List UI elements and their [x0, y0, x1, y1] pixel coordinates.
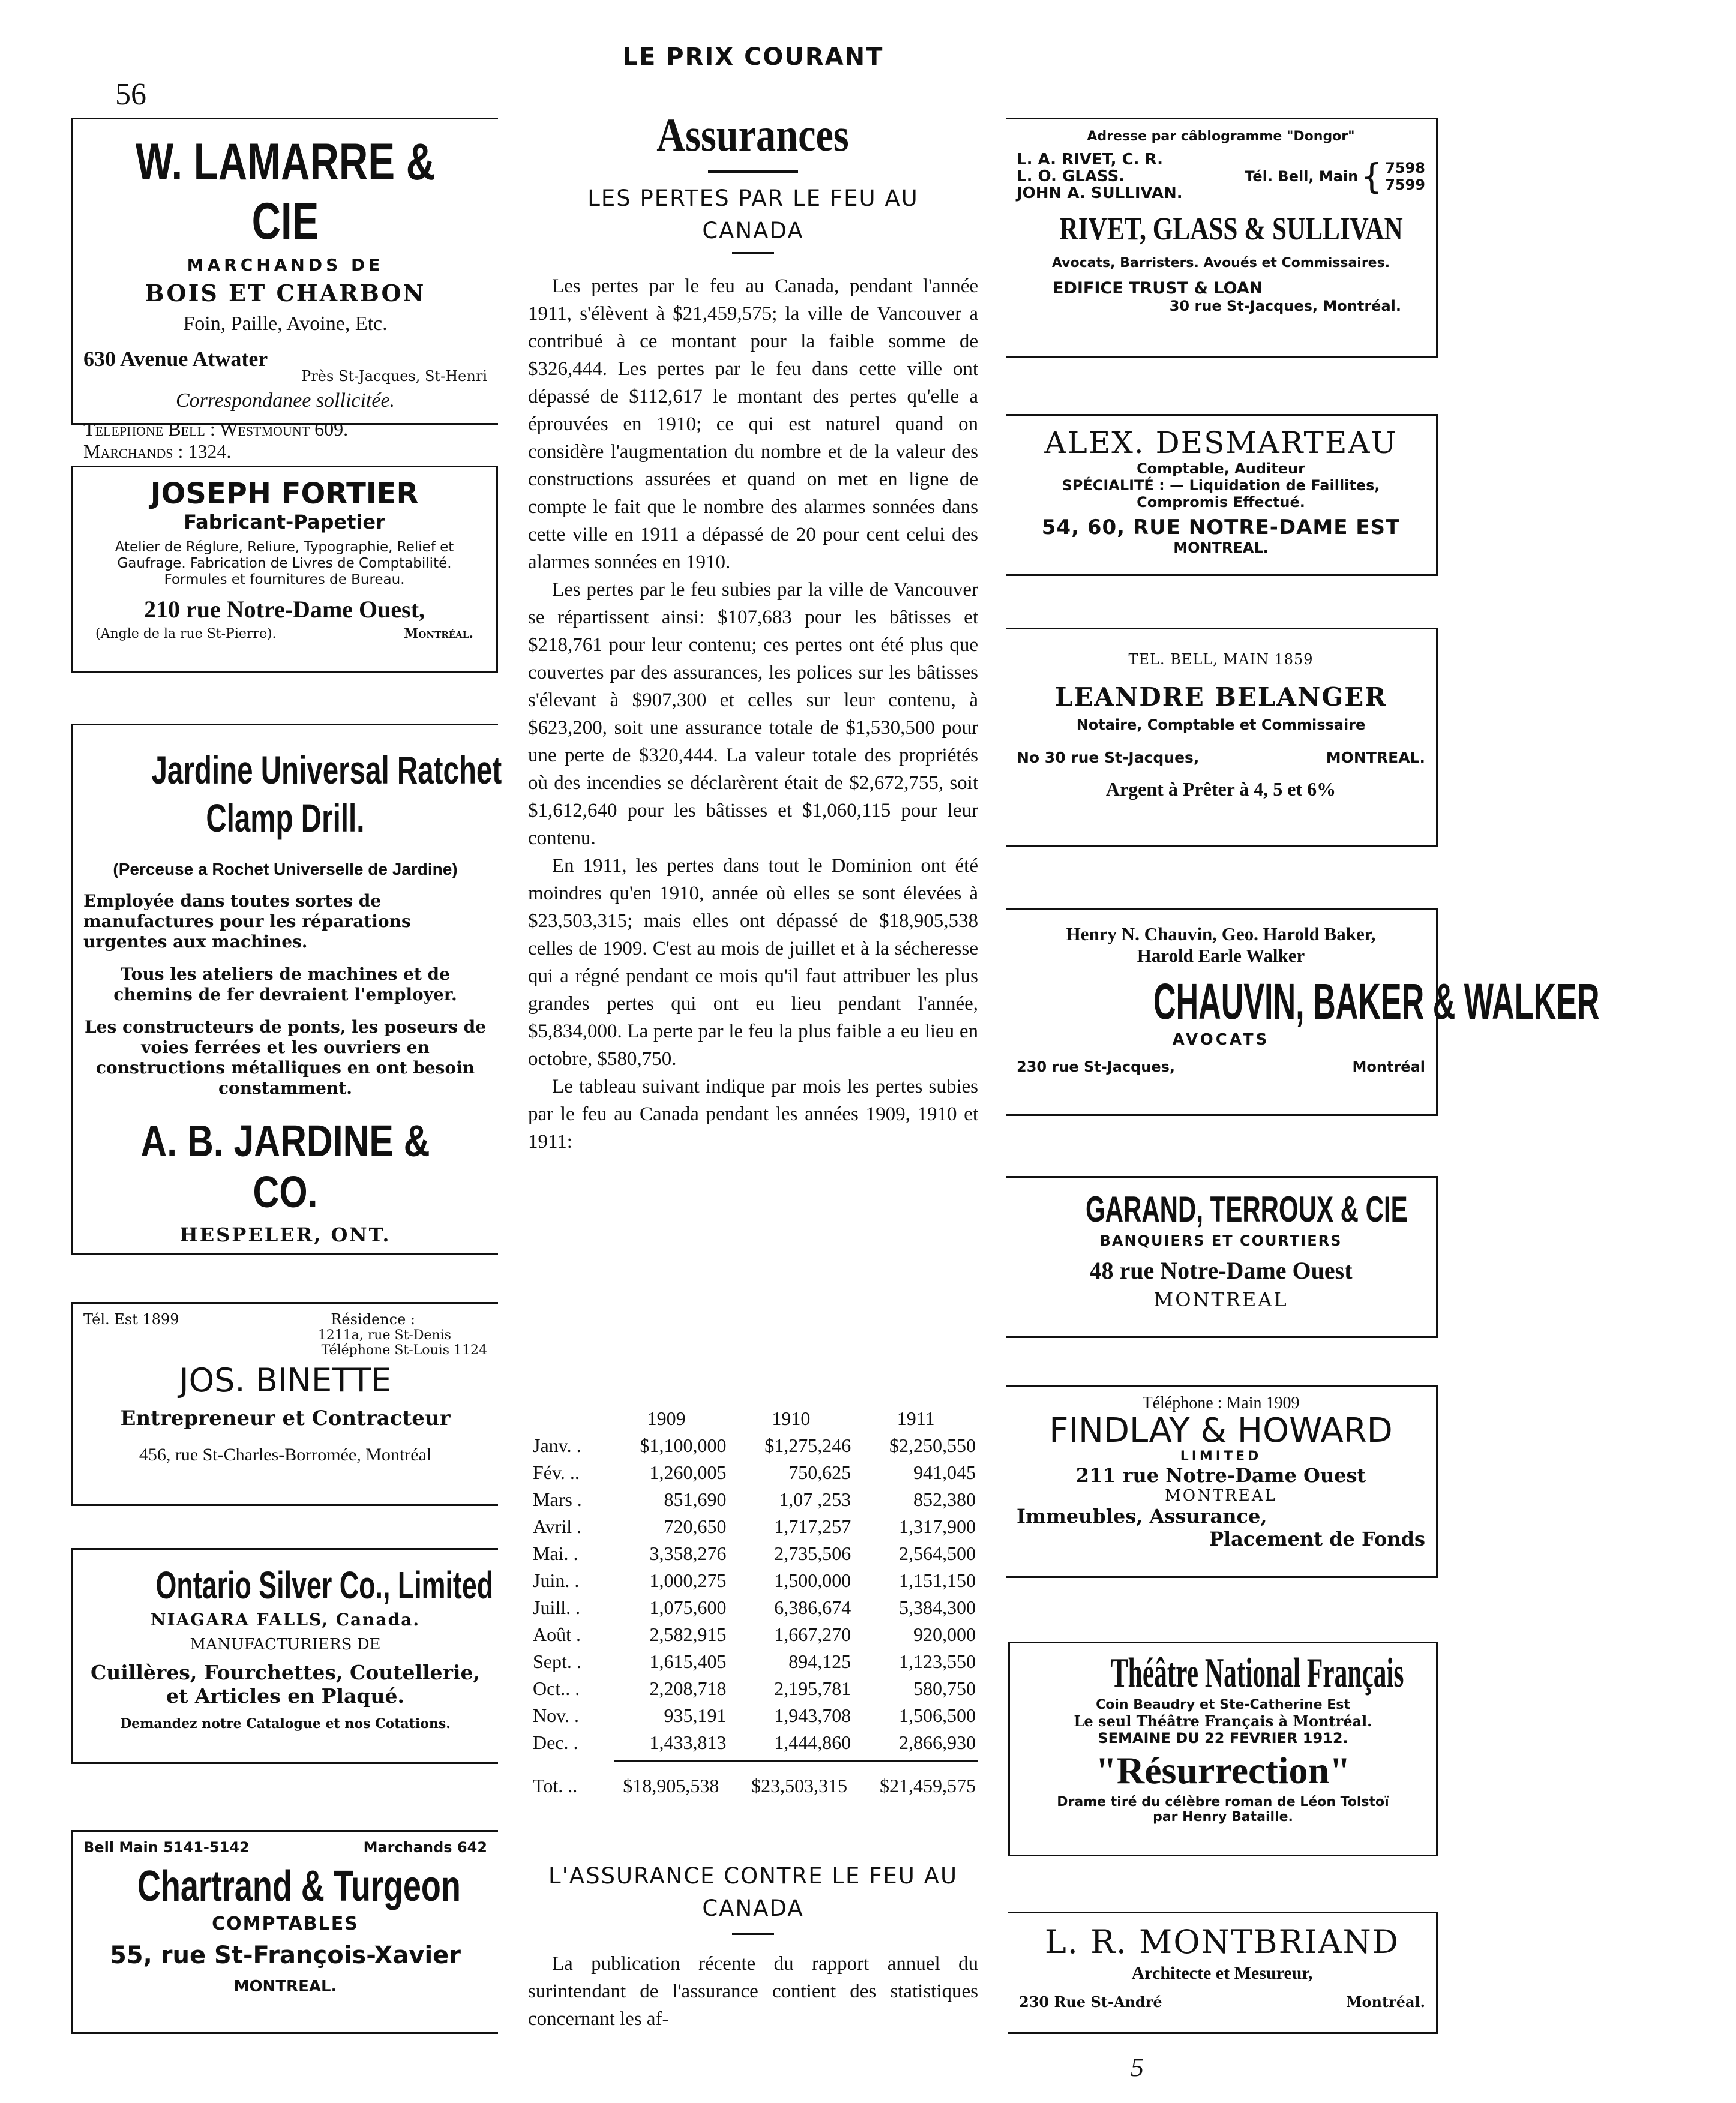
fortier-city: Montréal. — [403, 626, 473, 641]
rivet-tel: Tél. Bell, Main — [1245, 168, 1359, 185]
ad-chartrand — [71, 1830, 498, 2034]
rivet-titles: Avocats, Barristers. Avoués et Commissaires. — [1051, 256, 1390, 271]
page-number: 56 — [115, 77, 146, 112]
cell-1910: 1,500,000 — [774, 1570, 851, 1591]
fire-loss-table — [530, 1405, 978, 1799]
table-row — [530, 1648, 978, 1675]
total-1911: $21,459,575 — [880, 1775, 976, 1796]
section-heading: Assurances — [656, 109, 850, 161]
month-cell: Juin. . — [533, 1570, 580, 1591]
cell-1911: 580,750 — [913, 1678, 976, 1699]
table-row — [530, 1459, 978, 1486]
jardine-p3: Les constructeurs de ponts, les poseurs de voies ferrées et les ouvriers en constructions métalliques en ont besoin constamment. — [84, 1017, 487, 1098]
ad-ontario-silver — [71, 1548, 498, 1764]
table-row — [530, 1540, 978, 1567]
jardine-p2: Tous les ateliers de machines et de chemins de fer devraient l'employer. — [113, 964, 457, 1004]
binette-name: JOS. BINETTE — [179, 1361, 392, 1399]
month-cell: Avril . — [533, 1516, 582, 1537]
belanger-name: LEANDRE BELANGER — [1054, 682, 1387, 712]
binette-res-addr: 1211a, rue St-Denis — [317, 1328, 451, 1343]
cell-1910: 2,195,781 — [774, 1678, 851, 1699]
month-cell: Août . — [533, 1624, 581, 1645]
theatre-desc2: par Henry Bataille. — [1153, 1810, 1293, 1825]
brace: { — [1360, 156, 1383, 197]
chartrand-city: MONTREAL. — [233, 1978, 337, 1996]
fortier-title: Fabricant-Papetier — [184, 511, 385, 533]
cell-1911: 1,151,150 — [899, 1570, 976, 1591]
jardine-p1: Employée dans toutes sortes de manufactures pour les réparations urgentes aux machines. — [83, 891, 411, 952]
cell-1911: 852,380 — [913, 1489, 976, 1510]
theatre-play: "Résurrection" — [1095, 1749, 1351, 1792]
ontario-line2: Cuillères, Fourchettes, Coutellerie, — [91, 1661, 480, 1684]
month-cell: Nov. . — [533, 1705, 580, 1726]
month-cell: Sept. . — [533, 1651, 581, 1672]
cell-1911: 1,123,550 — [899, 1651, 976, 1672]
table-row — [530, 1702, 978, 1729]
cell-1909: 851,690 — [664, 1489, 727, 1510]
jardine-title1: Jardine Universal Ratchet — [151, 748, 502, 792]
subheading-fire-losses: LES PERTES PAR LE FEU AU CANADA — [587, 185, 919, 244]
belanger-loan: Argent à Prêter à 4, 5 et 6% — [1105, 778, 1336, 800]
rivet-cable: Adresse par câblogramme "Dongor" — [1087, 129, 1355, 144]
table-row — [530, 1513, 978, 1540]
binette-tel: Tél. Est 1899 — [83, 1311, 179, 1328]
montbriand-city: Montréal. — [1345, 1993, 1425, 2011]
lamarre-line3: Foin, Paille, Avoine, Etc. — [183, 313, 388, 335]
lamarre-tel: Telephone Bell : Westmount 609. — [83, 418, 349, 440]
lamarre-address: 630 Avenue Atwater — [83, 347, 268, 371]
paragraph: Les pertes par le feu subies par la ville de Vancouver se répartissent ainsi: $107,683 pour les bâtisses et $218,761 pour leur contenu; ces pertes ont été plus que couvertes par des assurances, les polices sur les bâtisses s'élevant à $907,300 et celles sur leur contenu, à $623,200, soit une assurance totale de $1,530,500 pour une perte de $320,444. La valeur totale des propriétés où des incendies se déclarèrent était de $2,672,755, soit $1,612,640 pour les bâtisses et $1,060,115 pour leur contenu. — [528, 579, 978, 849]
fortier-desc: Atelier de Réglure, Reliure, Typographie, Relief et Gaufrage. Fabrication de Livres de Comptabilité. Formules et fournitures de Bureau. — [115, 539, 454, 587]
desmarteau-city: MONTREAL. — [1173, 539, 1269, 556]
jardine-sub: (Perceuse a Rochet Universelle de Jardine) — [113, 860, 458, 878]
desmarteau-name: ALEX. DESMARTEAU — [1044, 425, 1398, 460]
theatre-name: Théâtre National Français — [1110, 1650, 1404, 1696]
chauvin-title: AVOCATS — [1172, 1031, 1270, 1049]
total-1909: $18,905,538 — [623, 1775, 719, 1796]
rivet-partner: L. O. GLASS. — [1017, 167, 1125, 185]
year-header: 1911 — [897, 1408, 935, 1429]
lamarre-name: W. LAMARRE & CIE — [135, 133, 436, 250]
table-total-row — [530, 1772, 978, 1799]
montbriand-address: 230 Rue St-André — [1019, 1993, 1162, 2011]
jardine-city: HESPELER, ONT. — [179, 1223, 391, 1246]
ad-chauvin-baker-walker — [1006, 908, 1600, 1116]
montbriand-title: Architecte et Mesureur, — [1131, 1963, 1313, 1983]
findlay-name: FINDLAY & HOWARD — [1049, 1411, 1393, 1450]
table-row — [530, 1621, 978, 1648]
footer-mark: 5 — [1131, 2053, 1144, 2082]
rivet-address: 30 rue St-Jacques, Montréal. — [1169, 298, 1401, 314]
theatre-seul: Le seul Théâtre Français à Montréal. — [1074, 1712, 1372, 1730]
paragraph: La publication récente du rapport annuel du surintendant de l'assurance contient des statistiques concernant les af- — [528, 1953, 978, 2030]
binette-res-tel: Téléphone St-Louis 1124 — [321, 1343, 487, 1358]
ontario-line1: MANUFACTURIERS DE — [190, 1636, 381, 1654]
ad-jardine — [71, 724, 502, 1255]
cell-1909: 1,615,405 — [649, 1651, 727, 1672]
year-header: 1910 — [772, 1408, 811, 1429]
cell-1909: 1,000,275 — [649, 1570, 727, 1591]
ontario-line4: Demandez notre Catalogue et nos Cotations. — [120, 1716, 451, 1732]
subheading-rule — [732, 1933, 774, 1935]
fortier-corner: (Angle de la rue St-Pierre). — [95, 626, 277, 641]
chauvin-name: CHAUVIN, BAKER & WALKER — [1153, 973, 1600, 1030]
chauvin-city: Montréal — [1352, 1058, 1425, 1075]
cell-1910: 894,125 — [788, 1651, 851, 1672]
garand-name: GARAND, TERROUX & CIE — [1086, 1189, 1408, 1229]
cell-1909: 1,260,005 — [649, 1462, 727, 1483]
findlay-line1: Immeubles, Assurance, — [1017, 1505, 1267, 1528]
cell-1910: 2,735,506 — [774, 1543, 851, 1564]
findlay-city: MONTREAL — [1165, 1487, 1277, 1505]
heading-rule — [708, 170, 798, 173]
cell-1910: 1,444,860 — [774, 1732, 851, 1753]
binette-title: Entrepreneur et Contracteur — [120, 1406, 451, 1430]
total-label: Tot. .. — [533, 1775, 578, 1796]
fortier-name: JOSEPH FORTIER — [150, 477, 419, 511]
chauvin-address: 230 rue St-Jacques, — [1017, 1058, 1176, 1075]
month-cell: Mars . — [533, 1489, 582, 1510]
lamarre-line2: BOIS ET CHARBON — [145, 280, 426, 307]
ontario-line3: et Articles en Plaqué. — [166, 1684, 404, 1708]
findlay-line2: Placement de Fonds — [1209, 1528, 1425, 1550]
theatre-corner: Coin Beaudry et Ste-Catherine Est — [1096, 1697, 1350, 1712]
ad-rivet-glass-sullivan — [1006, 118, 1438, 358]
binette-res-label: Résidence : — [331, 1311, 415, 1328]
belanger-address: No 30 rue St-Jacques, — [1017, 749, 1200, 766]
rivet-bldg: EDIFICE TRUST & LOAN — [1053, 279, 1263, 298]
cell-1910: 1,07 ,253 — [779, 1489, 851, 1510]
cell-1909: 720,650 — [664, 1516, 727, 1537]
cell-1910: 1,943,708 — [774, 1705, 851, 1726]
ad-fortier — [71, 466, 498, 673]
ad-belanger — [1006, 628, 1438, 847]
belanger-city: MONTREAL. — [1326, 749, 1425, 766]
page-title: LE PRIX COURANT — [622, 43, 884, 71]
cell-1910: 1,667,270 — [774, 1624, 851, 1645]
theatre-desc1: Drame tiré du célèbre roman de Léon Tolstoï — [1057, 1795, 1389, 1810]
ad-montbriand — [1008, 1912, 1438, 2034]
year-header: 1909 — [647, 1408, 686, 1429]
jardine-title2: Clamp Drill. — [206, 796, 365, 840]
chartrand-address: 55, rue St-François-Xavier — [109, 1942, 461, 1969]
belanger-tel: TEL. BELL, MAIN 1859 — [1128, 651, 1314, 668]
cell-1910: 750,625 — [788, 1462, 851, 1483]
article-body — [528, 272, 978, 1156]
rivet-partner: JOHN A. SULLIVAN. — [1017, 184, 1183, 202]
cell-1909: 3,358,276 — [649, 1543, 727, 1564]
garand-city: MONTREAL — [1153, 1288, 1288, 1311]
month-cell: Fév. .. — [533, 1462, 580, 1483]
cell-1911: 941,045 — [913, 1462, 976, 1483]
rivet-num: 7598 — [1385, 160, 1425, 176]
table-row — [530, 1567, 978, 1594]
chartrand-march: Marchands 642 — [363, 1839, 487, 1856]
lamarre-near: Près St-Jacques, St-Henri — [301, 368, 487, 385]
table-row — [530, 1729, 978, 1756]
garand-title: BANQUIERS ET COURTIERS — [1099, 1232, 1342, 1249]
cell-1911: 2,564,500 — [899, 1543, 976, 1564]
ad-garand-terroux — [1006, 1176, 1438, 1338]
fortier-address: 210 rue Notre-Dame Ouest, — [143, 596, 425, 623]
month-cell: Mai. . — [533, 1543, 578, 1564]
desmarteau-address: 54, 60, RUE NOTRE-DAME EST — [1041, 515, 1401, 539]
subheading-fire-insurance: L'ASSURANCE CONTRE LE FEU AU CANADA — [548, 1863, 958, 1921]
cell-1911: 1,506,500 — [899, 1705, 976, 1726]
cell-1911: 920,000 — [913, 1624, 976, 1645]
month-cell: Dec. . — [533, 1732, 578, 1753]
lamarre-line1: MARCHANDS DE — [187, 255, 384, 275]
theatre-week: SEMAINE DU 22 FEVRIER 1912. — [1098, 1730, 1348, 1747]
paragraph: En 1911, les pertes dans tout le Dominion ont été moindres qu'en 1910, année où elles se sont élevées à $23,503,315; mais elles ont dépassé de $18,905,538 celles de 1909. C'est au mois de juillet et à la sécheresse qui a régné pendant ce mois qu'il faut attribuer les plus grandes pertes qui ont eu lieu pendant l'année, $5,834,000. La perte par le feu la plus faible a eu lieu en octobre, $580,750. — [528, 855, 978, 1070]
paragraph: Le tableau suivant indique par mois les pertes subies par le feu au Canada pendant les années 1909, 1910 et 1911: — [528, 1076, 978, 1153]
article-body-2 — [528, 1950, 978, 2033]
paragraph: Les pertes par le feu au Canada, pendant l'année 1911, s'élèvent à $21,459,575; la ville de Vancouver a contribué à ce montant pour la faible somme de $326,444. Les pertes par le feu dans cette ville ont dépassé de $112,617 le montant des pertes qu'elle a éprouvées en 1910; ce qui est naturel quand on considère l'augmentation du nombre et de la valeur des constructions assurées et quand on met en ligne de compte le fait que le nombre des alarmes sonnées dans cette ville en 1911 a dépassé de 20 pour cent celui des alarmes sonnées en 1910. — [528, 275, 978, 573]
cell-1909: 2,208,718 — [649, 1678, 727, 1699]
month-cell: Oct.. . — [533, 1678, 580, 1699]
cell-1909: 935,191 — [664, 1705, 727, 1726]
ad-lamarre — [71, 118, 498, 462]
ad-binette — [71, 1302, 498, 1506]
cell-1911: 1,317,900 — [899, 1516, 976, 1537]
chauvin-names1: Henry N. Chauvin, Geo. Harold Baker, — [1066, 923, 1376, 944]
table-row — [530, 1432, 978, 1459]
belanger-title: Notaire, Comptable et Commissaire — [1076, 716, 1366, 733]
chartrand-bell: Bell Main 5141-5142 — [83, 1839, 250, 1856]
findlay-tel: Téléphone : Main 1909 — [1142, 1394, 1300, 1412]
lamarre-marchands: Marchands : 1324. — [83, 440, 232, 462]
binette-address: 456, rue St-Charles-Borromée, Montréal — [139, 1445, 432, 1465]
rivet-partner: L. A. RIVET, C. R. — [1017, 151, 1163, 169]
subheading-rule — [732, 252, 774, 254]
table-header-row — [530, 1405, 978, 1432]
table-row — [530, 1675, 978, 1702]
table-row — [530, 1486, 978, 1513]
rivet-num: 7599 — [1385, 176, 1425, 193]
cell-1911: $2,250,550 — [889, 1435, 976, 1456]
month-cell: Juill. . — [533, 1597, 581, 1618]
cell-1910: 1,717,257 — [774, 1516, 851, 1537]
table-row — [530, 1594, 978, 1621]
findlay-address: 211 rue Notre-Dame Ouest — [1075, 1464, 1366, 1487]
montbriand-name: L. R. MONTBRIAND — [1044, 1923, 1400, 1961]
cell-1910: 6,386,674 — [774, 1597, 851, 1618]
total-1910: $23,503,315 — [751, 1775, 848, 1796]
cell-1911: 5,384,300 — [899, 1597, 976, 1618]
ad-findlay-howard — [1006, 1385, 1438, 1578]
cell-1909: $1,100,000 — [640, 1435, 727, 1456]
table-total-rule — [614, 1760, 978, 1762]
chartrand-title: COMPTABLES — [212, 1913, 359, 1934]
lamarre-solicit: Correspondanee sollicitée. — [175, 389, 395, 412]
cell-1909: 2,582,915 — [649, 1624, 727, 1645]
jardine-company: A. B. JARDINE & CO. — [140, 1116, 430, 1217]
ad-theatre-national — [1008, 1642, 1438, 1856]
rivet-name: RIVET, GLASS & SULLIVAN — [1059, 211, 1403, 247]
ontario-city: NIAGARA FALLS, Canada. — [150, 1610, 421, 1630]
findlay-limited: LIMITED — [1180, 1449, 1262, 1464]
desmarteau-spec: SPÉCIALITÉ : — Liquidation de Faillites, — [1062, 477, 1380, 494]
cell-1910: $1,275,246 — [764, 1435, 851, 1456]
cell-1909: 1,433,813 — [649, 1732, 727, 1753]
cell-1911: 2,866,930 — [899, 1732, 976, 1753]
ad-desmarteau — [1006, 414, 1438, 576]
chauvin-names2: Harold Earle Walker — [1137, 945, 1305, 966]
chartrand-name: Chartrand & Turgeon — [137, 1862, 461, 1910]
desmarteau-spec2: Compromis Effectué. — [1137, 494, 1305, 511]
ontario-name: Ontario Silver Co., Limited — [155, 1564, 494, 1607]
cell-1909: 1,075,600 — [649, 1597, 727, 1618]
month-cell: Janv. . — [533, 1435, 581, 1456]
desmarteau-title: Comptable, Auditeur — [1137, 460, 1305, 477]
garand-address: 48 rue Notre-Dame Ouest — [1089, 1257, 1353, 1284]
